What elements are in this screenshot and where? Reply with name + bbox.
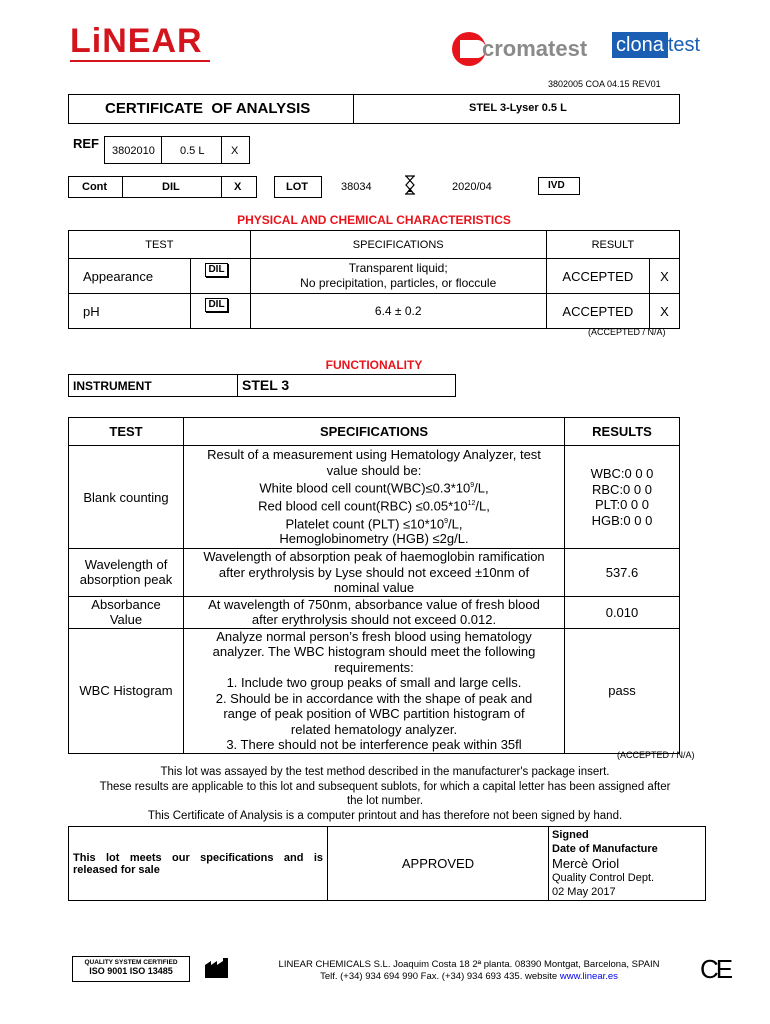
ref-mark: X: [231, 145, 239, 157]
company-contact: Telf. (+34) 934 694 990 Fax. (+34) 934 693 435. website: [320, 971, 560, 982]
wbc-spec: requirements:: [334, 659, 414, 675]
cromatest-logo: [452, 32, 602, 72]
physical-col-spec: SPECIFICATIONS: [250, 231, 546, 259]
cont-mark: X: [234, 181, 242, 193]
absorb-result: 0.010: [565, 596, 680, 628]
footer-address: [240, 959, 698, 983]
iso-label: ISO 9001 ISO 13485: [89, 966, 173, 976]
blank-spec-sup: 12: [467, 499, 476, 507]
approval-statement: This lot meets our specifications and is released for sale: [69, 827, 328, 901]
physical-test: Appearance: [69, 259, 191, 294]
blank-spec: White blood cell count(WBC)≤0.3*10: [259, 480, 471, 496]
wbc-spec: range of peak position of WBC partition histogram of: [223, 706, 525, 721]
absorb-test: Absorbance: [91, 596, 161, 612]
absorb-test: Value: [109, 612, 143, 627]
blank-spec-sup: 9: [470, 482, 475, 489]
cont-label: Cont: [82, 181, 108, 193]
blank-spec: /L,: [474, 480, 489, 496]
statement-line: the lot number.: [346, 795, 424, 807]
title-box: [68, 94, 680, 124]
table-row: [69, 549, 680, 597]
wave-result: 537.6: [565, 549, 680, 597]
wbc-spec: 3. There should not be interference peak within 35fl: [226, 737, 522, 752]
cromatest-text: cromatest: [482, 36, 588, 61]
approval-status: APPROVED: [328, 827, 549, 901]
wave-test: Wavelength of: [84, 556, 168, 572]
dil-tag: DIL: [205, 298, 227, 312]
quality-badge: [72, 956, 190, 982]
lot-number: 38034: [341, 181, 372, 193]
clona-text: clona: [612, 32, 668, 58]
absorb-spec: At wavelength of 750nm, absorbance value of fresh blood: [208, 596, 540, 612]
physical-spec: No precipitation, particles, or floccule: [300, 276, 497, 290]
quality-label: QUALITY SYSTEM CERTIFIED: [84, 959, 178, 966]
blank-spec-sup: 9: [444, 517, 449, 525]
physical-test: pH: [69, 294, 191, 329]
func-col-test: TEST: [69, 418, 184, 446]
ref-code: 3802010: [112, 145, 155, 157]
physical-result: ACCEPTED: [546, 294, 649, 329]
wave-spec: nominal value: [333, 580, 415, 595]
manufacturer-icon: [204, 957, 230, 982]
blank-spec: value should be:: [326, 462, 422, 478]
ce-mark: CE: [700, 954, 731, 984]
ref-label: REF: [73, 136, 99, 151]
physical-heading: PHYSICAL AND CHEMICAL CHARACTERISTICS: [237, 213, 511, 227]
physical-spec: 6.4 ± 0.2: [250, 294, 546, 329]
clonatest-logo: [612, 32, 700, 58]
functionality-table: [68, 417, 680, 754]
wbc-spec: Analyze normal person’s fresh blood using hematology: [216, 628, 532, 644]
blank-result: RBC:0 0 0: [592, 481, 652, 497]
statement-line: This lot was assayed by the test method described in the manufacturer's package insert.: [160, 766, 610, 778]
website-link[interactable]: www.linear.es: [559, 971, 618, 982]
test-text: test: [667, 34, 701, 56]
wbc-spec: related hematology analyzer.: [290, 721, 458, 737]
linear-logo-underline: [70, 60, 210, 62]
table-row: [69, 294, 680, 329]
cont-value: DIL: [162, 181, 180, 193]
physical-spec: Transparent liquid;: [348, 261, 448, 275]
document-reference: 3802005 COA 04.15 REV01: [548, 79, 661, 89]
statement: [60, 765, 710, 823]
blank-test: Blank counting: [69, 446, 184, 549]
wbc-result: pass: [565, 628, 680, 753]
table-row: [69, 446, 680, 549]
physical-col-test: TEST: [69, 231, 251, 259]
physical-table: [68, 230, 680, 329]
date-label: Date of Manufacture: [552, 843, 658, 855]
lot-label: LOT: [286, 181, 308, 193]
statement-line: This Certificate of Analysis is a computer printout and has therefore not been signed by hand.: [147, 809, 623, 822]
signer-dept: Quality Control Dept.: [552, 872, 655, 884]
linear-logo: LiNEAR: [70, 22, 203, 60]
blank-result: HGB:0 0 0: [591, 512, 653, 528]
func-col-results: RESULTS: [565, 418, 680, 446]
wave-test: absorption peak: [79, 572, 173, 588]
blank-spec: Platelet count (PLT) ≤10*10: [285, 515, 445, 531]
functionality-heading: FUNCTIONALITY: [325, 358, 423, 372]
blank-result: PLT:0 0 0: [595, 497, 649, 512]
wbc-spec: 2. Should be in accordance with the shape of peak and: [215, 690, 533, 706]
physical-col-result: RESULT: [546, 231, 679, 259]
statement-line: These results are applicable to this lot and subsequent sublots, for which a capital letter has been assigned after: [99, 780, 671, 793]
dil-tag: DIL: [205, 263, 227, 277]
absorb-spec: after erythrolysis should not exceed 0.012.: [251, 612, 497, 627]
certificate-title: CERTIFICATE OF ANALYSIS: [105, 100, 311, 117]
physical-note: (ACCEPTED / N/A): [588, 327, 666, 337]
wbc-spec: analyzer. The WBC histogram should meet the following: [212, 644, 536, 659]
ref-volume: 0.5 L: [180, 145, 205, 157]
hourglass-icon: [404, 175, 416, 195]
instrument-name: STEL 3: [242, 377, 290, 393]
func-col-spec: SPECIFICATIONS: [184, 418, 565, 446]
manufacture-date: 02 May 2017: [552, 886, 616, 898]
blank-spec: Hemoglobinometry (HGB) ≤2g/L.: [279, 531, 469, 547]
blank-spec: Result of a measurement using Hematology Analyzer, test: [207, 447, 541, 462]
blank-spec: Red blood cell count(RBC) ≤0.05*10: [258, 498, 468, 514]
wave-spec: after erythrolysis by Lyse should not exceed ±10nm of: [218, 564, 530, 580]
company-address: LINEAR CHEMICALS S.L. Joaquim Costa 18 2ª planta. 08390 Montgat, Barcelona, SPAIN: [278, 959, 660, 970]
wbc-spec: 1. Include two group peaks of small and large cells.: [226, 675, 522, 690]
table-row: [69, 259, 680, 294]
blank-spec: /L,: [475, 498, 490, 514]
wbc-test: WBC Histogram: [69, 628, 184, 753]
table-row: [69, 596, 680, 628]
blank-spec: /L,: [448, 515, 463, 531]
physical-mark: X: [649, 294, 679, 329]
approval-table: [68, 826, 706, 901]
table-row: [69, 628, 680, 753]
product-name: STEL 3-Lyser 0.5 L: [469, 102, 567, 114]
wave-spec: Wavelength of absorption peak of haemoglobin ramification: [203, 549, 545, 564]
signed-label: Signed: [552, 829, 589, 841]
instrument-label: INSTRUMENT: [73, 379, 152, 393]
physical-mark: X: [649, 259, 679, 294]
functionality-note: (ACCEPTED / N/A): [617, 750, 695, 760]
expiry-date: 2020/04: [452, 181, 492, 193]
physical-result: ACCEPTED: [546, 259, 649, 294]
blank-result: WBC:0 0 0: [590, 466, 654, 481]
ivd-label: IVD: [548, 180, 565, 191]
signer-name: Mercè Oriol: [552, 856, 620, 871]
